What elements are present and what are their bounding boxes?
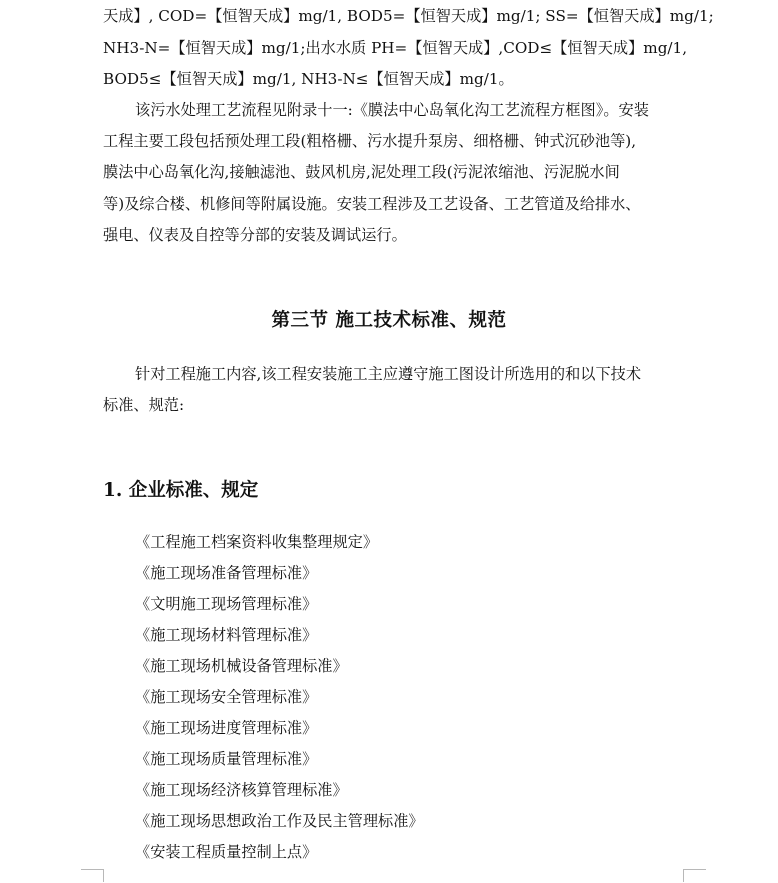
- intro-line-1: 天成】, COD=【恒智天成】mg/1, BOD5=【恒智天成】mg/1; SS=【恒智天成】mg/1;: [103, 7, 714, 25]
- list-item: 《施工现场进度管理标准》: [135, 719, 318, 737]
- list-item: 《文明施工现场管理标准》: [135, 595, 318, 613]
- list-item: 《安装工程质量控制上点》: [135, 843, 318, 861]
- list-item: 《施工现场机械设备管理标准》: [135, 657, 348, 675]
- intro-line-3: BOD5≤【恒智天成】mg/1, NH3-N≤【恒智天成】mg/1。: [103, 70, 514, 88]
- page-margin-corner-left: [81, 869, 104, 882]
- list-item: 《工程施工档案资料收集整理规定》: [135, 533, 378, 551]
- list-item: 《施工现场准备管理标准》: [135, 564, 318, 582]
- list-item: 《施工现场经济核算管理标准》: [135, 781, 348, 799]
- standards-intro-line-2: 标准、规范:: [103, 396, 185, 414]
- list-item: 《施工现场质量管理标准》: [135, 750, 318, 768]
- process-line-3: 膜法中心岛氧化沟,接触滤池、鼓风机房,泥处理工段(污泥浓缩池、污泥脱水间: [103, 163, 620, 181]
- list-item: 《施工现场材料管理标准》: [135, 626, 318, 644]
- page-margin-corner-right: [683, 869, 706, 882]
- section-heading: 第三节 施工技术标准、规范: [271, 310, 507, 331]
- standards-intro-line-1: 针对工程施工内容,该工程安装施工主应遵守施工图设计所选用的和以下技术: [135, 365, 642, 383]
- list-item: 《施工现场安全管理标准》: [135, 688, 318, 706]
- process-line-1: 该污水处理工艺流程见附录十一:《膜法中心岛氧化沟工艺流程方框图》。安装: [135, 101, 649, 119]
- list-item: 《施工现场思想政治工作及民主管理标准》: [135, 812, 424, 830]
- process-line-2: 工程主要工段包括预处理工段(粗格栅、污水提升泵房、细格栅、钟式沉砂池等),: [103, 132, 637, 150]
- intro-line-2: NH3-N=【恒智天成】mg/1;出水水质 PH=【恒智天成】,COD≤【恒智天成】mg/1,: [103, 39, 688, 57]
- process-line-5: 强电、仪表及自控等分部的安装及调试运行。: [103, 226, 407, 244]
- subheading-enterprise-standards: 1. 企业标准、规定: [103, 480, 259, 501]
- process-line-4: 等)及综合楼、机修间等附属设施。安装工程涉及工艺设备、工艺管道及给排水、: [103, 195, 641, 213]
- standards-list: [135, 532, 424, 873]
